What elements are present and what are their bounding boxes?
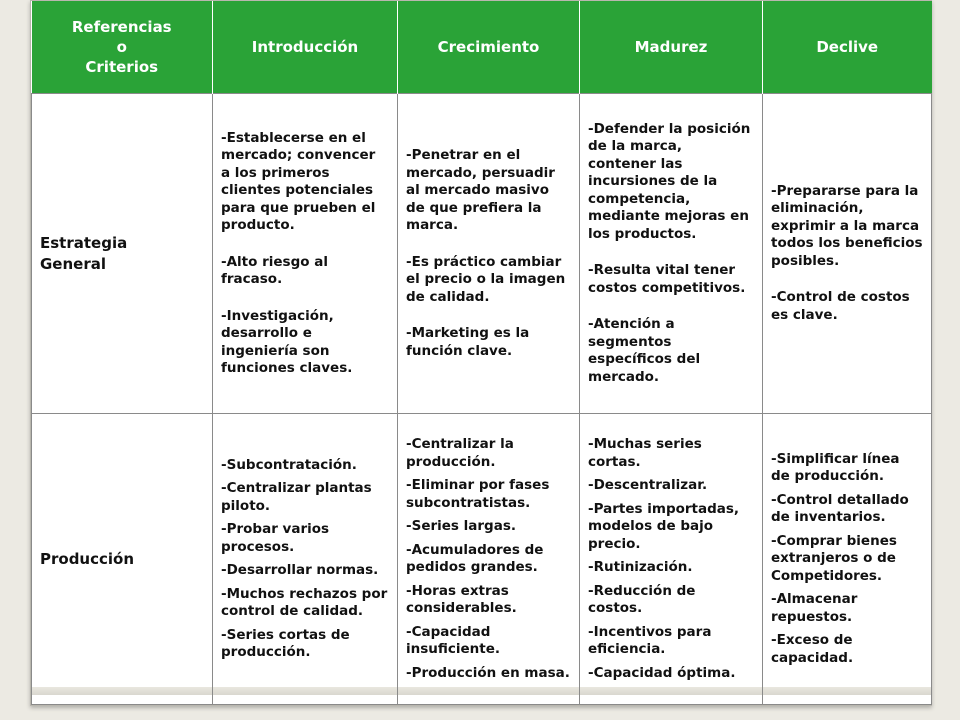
row-label-line: Estrategia xyxy=(40,233,128,252)
cell-item: -Probar varios procesos. xyxy=(221,521,330,555)
header-criteria-line: Referencias xyxy=(71,18,172,36)
cell-item: -Es práctico cambiar el precio o la imagen de calidad. xyxy=(406,253,566,305)
header-crecimiento: Crecimiento xyxy=(398,1,580,94)
cell-estrategia-crecimiento xyxy=(398,94,580,414)
cell-item: -Series largas. xyxy=(406,518,516,534)
cell-item: -Capacidad insuficiente. xyxy=(406,623,501,657)
cell-item: -Subcontratación. xyxy=(221,456,357,473)
row-label-line: General xyxy=(40,254,106,273)
cell-item: -Simplificar línea de producción. xyxy=(771,450,900,485)
cell-item: -Rutinización. xyxy=(588,559,693,575)
row-estrategia-general xyxy=(32,94,932,414)
header-criteria xyxy=(32,1,213,94)
cell-produccion-crecimiento xyxy=(398,414,580,705)
cell-item: -Penetrar en el mercado, persuadir al mercado masivo de que prefiera la marca. xyxy=(406,147,555,233)
cell-item: -Desarrollar normas. xyxy=(221,562,379,578)
header-criteria-line: Criterios xyxy=(85,58,159,76)
cell-item: -Comprar bienes extranjeros o de Competidores. xyxy=(771,532,897,584)
cell-item: -Acumuladores de pedidos grandes. xyxy=(406,541,544,575)
cell-item: -Control de costos es clave. xyxy=(771,289,910,323)
cell-item: -Series cortas de producción. xyxy=(221,626,350,660)
cell-item: -Capacidad óptima. xyxy=(588,664,736,681)
cell-item: -Muchos rechazos por control de calidad. xyxy=(221,585,388,619)
cell-item: -Exceso de capacidad. xyxy=(771,632,854,666)
cell-estrategia-declive xyxy=(763,94,932,414)
cell-item: -Establecerse en el mercado; convencer a los primeros clientes potenciales para que prueben el producto. xyxy=(221,129,376,233)
cell-produccion-declive xyxy=(763,414,932,705)
slide xyxy=(30,0,932,706)
cell-item: -Defender la posición de la marca, contener las incursiones de la competencia, mediante mejoras en los productos. xyxy=(588,120,751,242)
cell-item: -Centralizar plantas piloto. xyxy=(221,480,372,514)
row-label-estrategia xyxy=(32,94,213,414)
cell-item: -Resulta vital tener costos competitivos. xyxy=(588,262,746,296)
cell-item: -Atención a segmentos específicos del mercado. xyxy=(588,316,701,385)
cell-item: -Alto riesgo al fracaso. xyxy=(221,253,328,287)
cell-item: -Descentralizar. xyxy=(588,477,708,493)
cell-item: -Partes importadas, modelos de bajo precio. xyxy=(588,500,740,552)
cell-produccion-introduccion xyxy=(213,414,398,705)
row-label-produccion xyxy=(32,414,213,705)
cell-item: -Control detallado de inventarios. xyxy=(771,491,909,526)
row-label-line: Producción xyxy=(40,549,135,568)
cell-item: -Investigación, desarrollo e ingeniería son funciones claves. xyxy=(221,307,353,376)
cell-estrategia-madurez xyxy=(580,94,763,414)
cell-item: -Centralizar la producción. xyxy=(406,436,514,470)
row-produccion xyxy=(32,414,932,705)
cell-item: -Horas extras considerables. xyxy=(406,582,517,616)
header-introduccion: Introducción xyxy=(213,1,398,94)
header-criteria-line: o xyxy=(116,38,127,56)
cell-item: -Almacenar repuestos. xyxy=(771,591,858,625)
header-madurez: Madurez xyxy=(580,1,763,94)
header-declive: Declive xyxy=(763,1,932,94)
cell-item: -Muchas series cortas. xyxy=(588,436,702,470)
cell-item: -Producción en masa. xyxy=(406,664,570,681)
cell-item: -Marketing es la función clave. xyxy=(406,325,530,359)
header-row xyxy=(32,1,932,94)
cell-produccion-madurez xyxy=(580,414,763,705)
cell-item: -Reducción de costos. xyxy=(588,582,696,616)
cell-item: -Eliminar por fases subcontratistas. xyxy=(406,477,550,511)
cell-estrategia-introduccion xyxy=(213,94,398,414)
cell-item: -Incentivos para eficiencia. xyxy=(588,623,712,657)
life-cycle-table xyxy=(31,1,932,705)
cell-item: -Prepararse para la eliminación, exprimir a la marca todos los beneficios posibles. xyxy=(771,182,923,269)
